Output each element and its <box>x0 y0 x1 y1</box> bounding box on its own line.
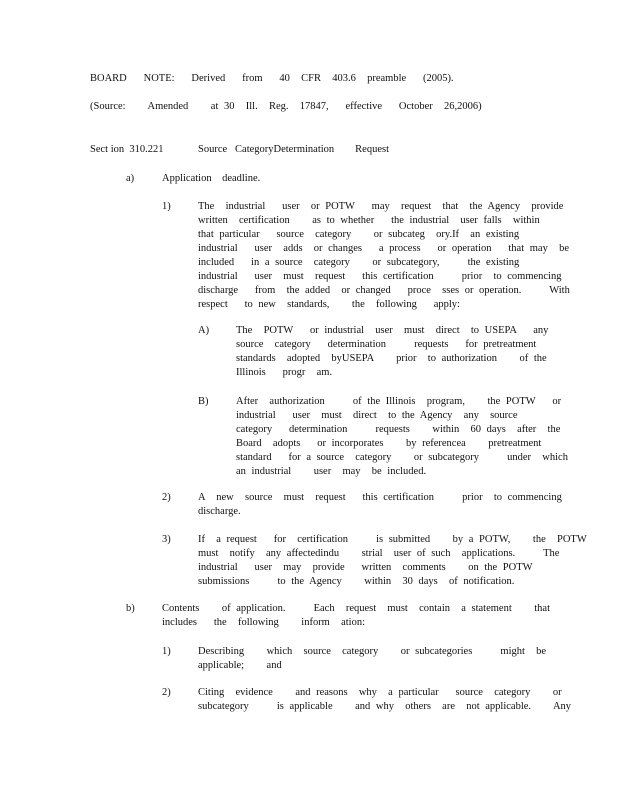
subsection-a-marker: a) <box>126 173 135 184</box>
section-title: Source CategoryDetermination Request <box>198 144 389 155</box>
item-a1B-marker: B) <box>198 396 209 407</box>
item-a1-marker: 1) <box>162 201 171 212</box>
item-b1-marker: 1) <box>162 646 171 657</box>
item-a1A-text: The POTW or industrial user must direct to USEPA any source category determination requests for pretreatment standards adopted byUSEPA prior to authorization of the Illinois progr am. <box>236 325 549 378</box>
item-a2-text: A new source must request this certification prior to commencing discharge. <box>198 492 562 517</box>
subsection-a-heading: Application deadline. <box>162 173 261 184</box>
item-a1-text: The industrial user or POTW may request that the Agency provide written certification as to whether the industrial user falls within that particular source category or subcateg ory.If an existing industrial user adds or changes a process or operation that may be included in a source category or subcategory, the existing industrial user must request this certification prior to commencing discharge from the added or changed proce sses or operation. With respect to new standards, the following apply: <box>198 201 570 310</box>
item-a1B-text: After authorization of the Illinois program, the POTW or industrial user must direct to the Agency any source category determination requests within 60 days after the Board adopts or incorporates by referencea pretreatment standard for a source category or subcategory under which an industrial user may be included. <box>236 396 568 477</box>
subsection-b-marker: b) <box>126 603 135 614</box>
item-b1-text: Describing which source category or subcategories might be applicable; and <box>198 646 547 671</box>
item-b2-marker: 2) <box>162 687 171 698</box>
item-a3-marker: 3) <box>162 534 171 545</box>
source-note: (Source: Amended at 30 Ill. Reg. 17847, effective October 26,2006) <box>90 101 482 112</box>
subsection-b-text: Contents of application. Each request must contain a statement that includes the following inform ation: <box>162 603 551 628</box>
item-b2-text: Citing evidence and reasons why a particular source category or subcategory is applicable and why others are not applicable. Any <box>198 687 572 712</box>
item-a2-marker: 2) <box>162 492 171 503</box>
board-note: BOARD NOTE: Derived from 40 CFR 403.6 preamble (2005). <box>90 73 454 84</box>
item-a3-text: If a request for certification is submitted by a POTW, the POTW must notify any affectedindu strial user of such applications. The industrial user may provide written comments on the POTW submissions to the Agency within 30 days of notification. <box>198 534 587 587</box>
section-number: Sect ion 310.221 <box>90 144 164 155</box>
item-a1A-marker: A) <box>198 325 210 336</box>
